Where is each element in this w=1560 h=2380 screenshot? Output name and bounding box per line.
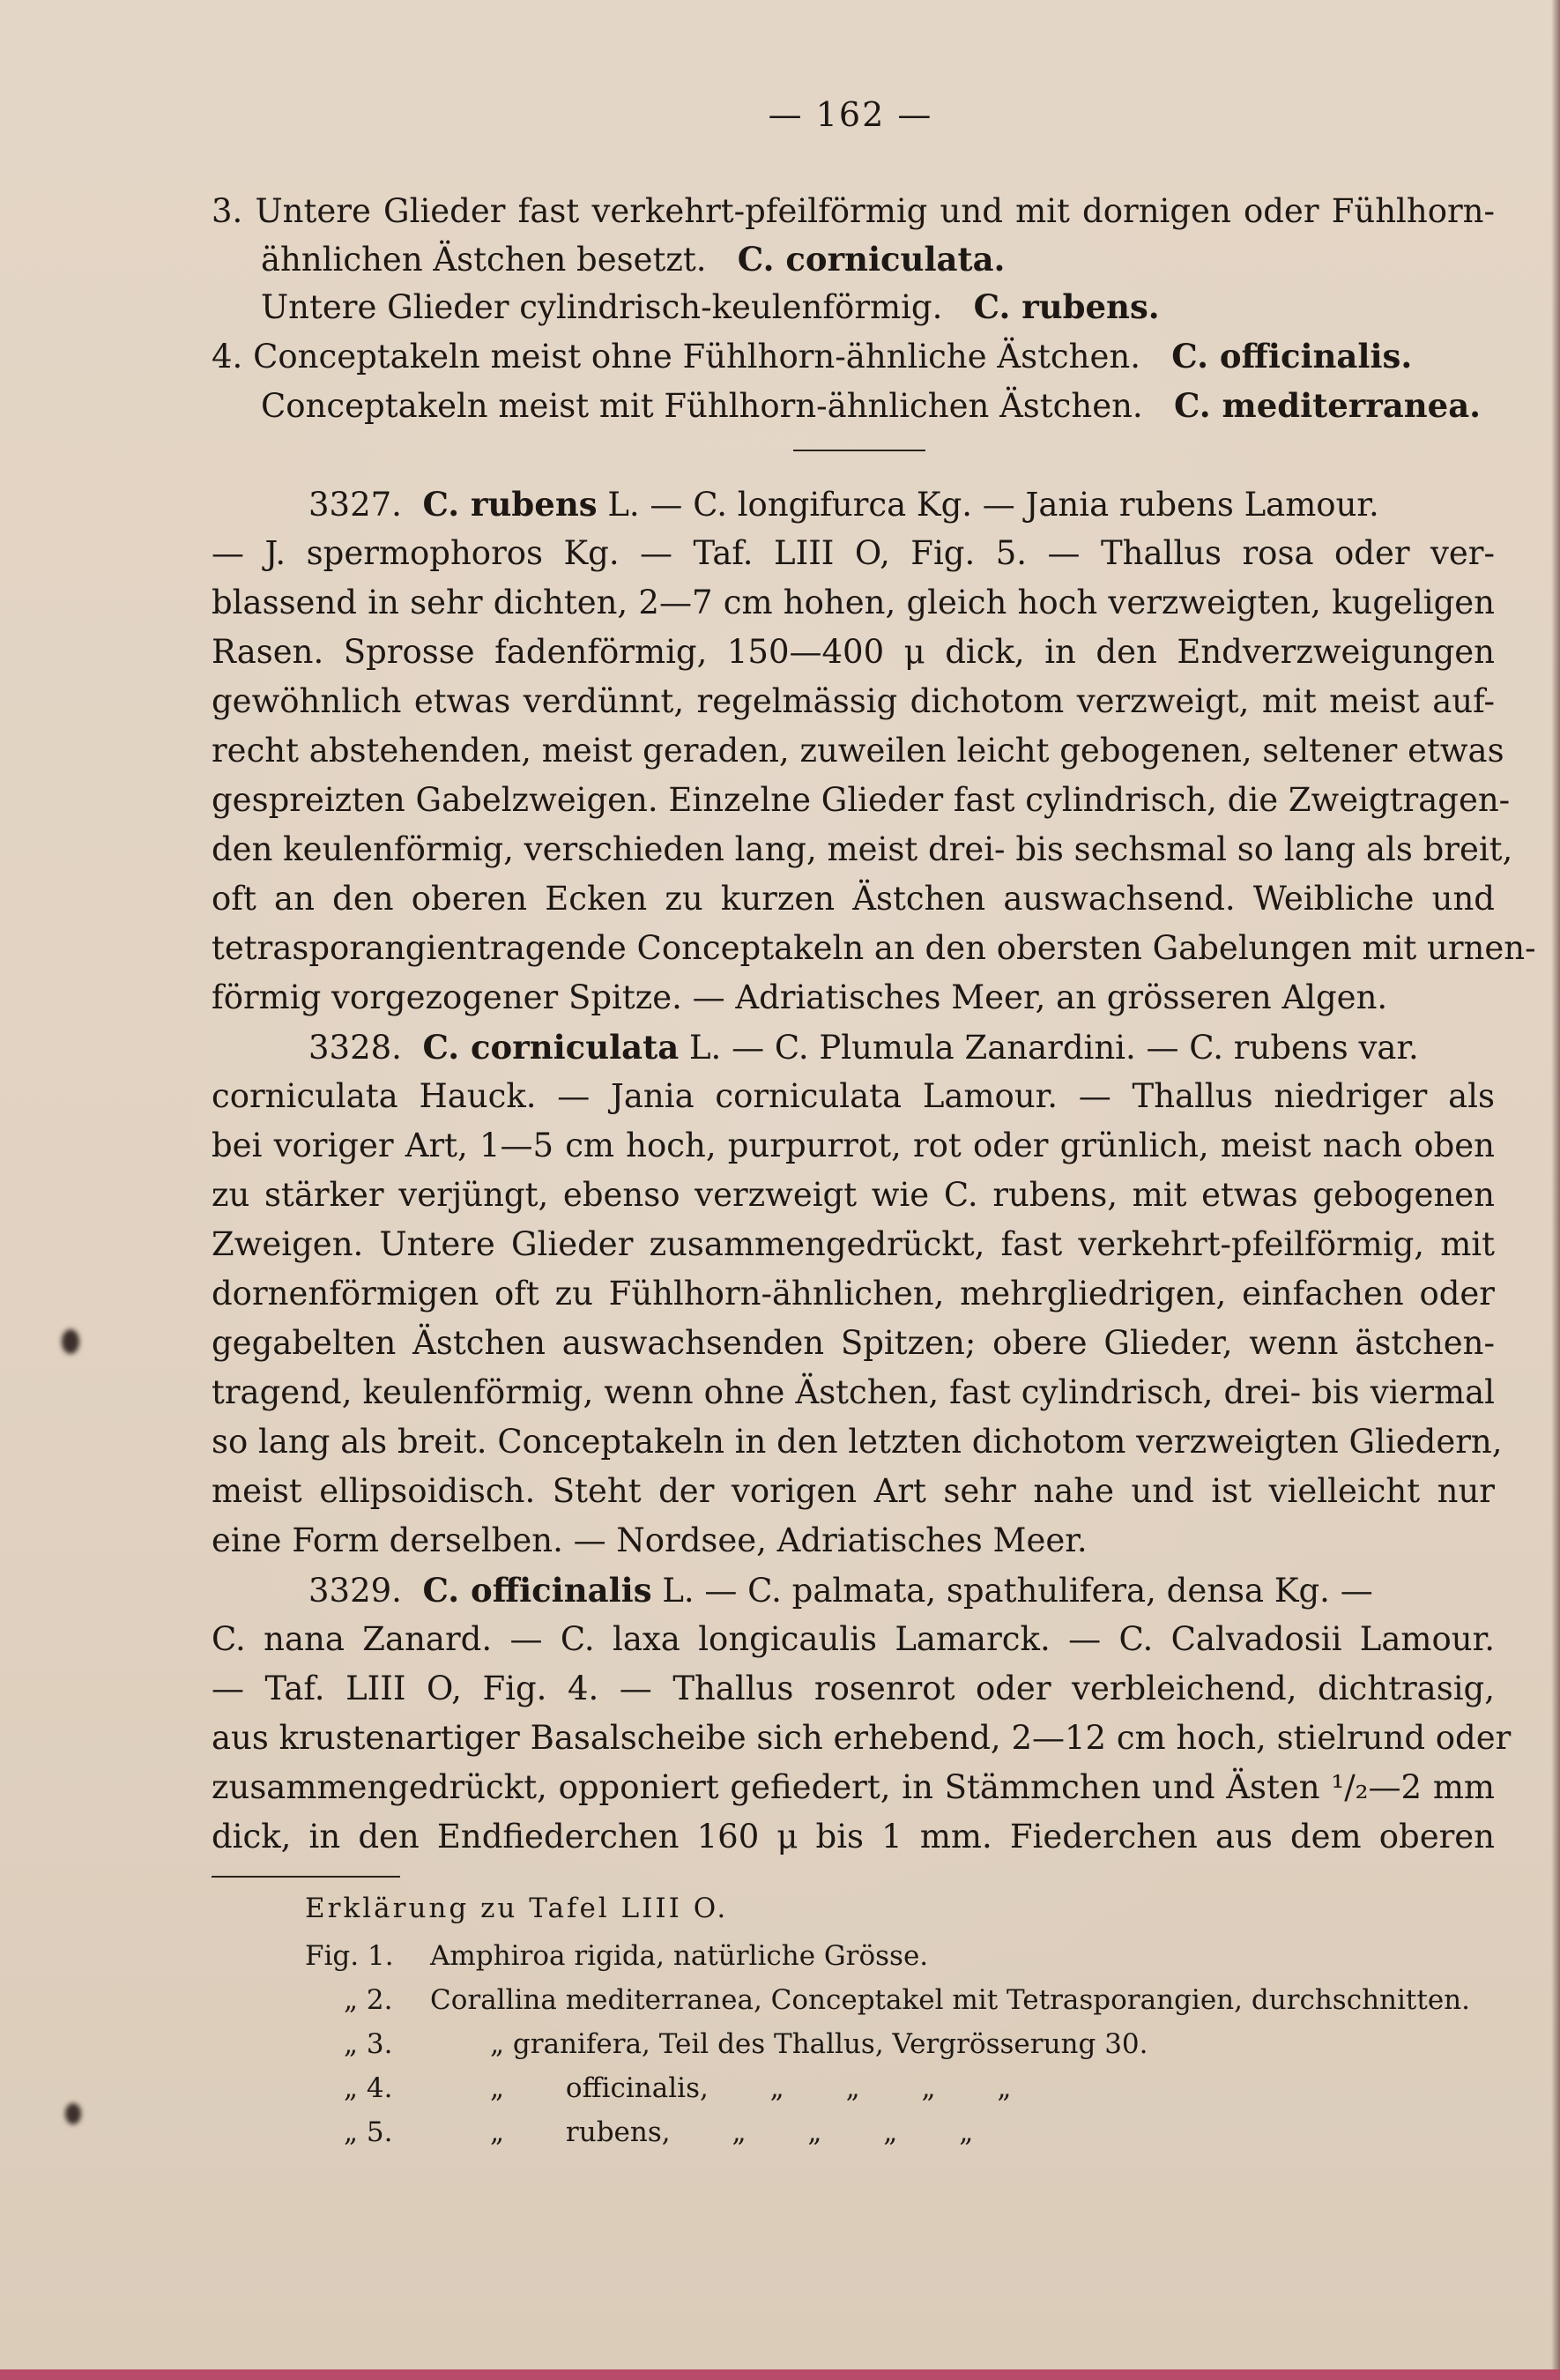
entry-3328-header — [308, 1028, 1419, 1067]
entry-line: recht abstehenden, meist geraden, zuweilen leicht gebogenen, seltener etwas — [212, 732, 1504, 770]
key-line — [261, 386, 1481, 426]
species-name: C. corniculata — [422, 1028, 680, 1067]
key-line: 3. Untere Glieder fast verkehrt-pfeilförmig und mit dornigen oder Fühlhorn- — [212, 192, 1495, 230]
entry-text: L. — C. Plumula Zanardini. — C. rubens var. — [688, 1029, 1419, 1067]
entry-line: gespreizten Gabelzweigen. Einzelne Glieder fast cylindrisch, die Zweigtragen- — [212, 781, 1511, 819]
entry-line: aus krustenartiger Basalscheibe sich erhebend, 2—12 cm hoch, stielrund oder — [212, 1719, 1512, 1757]
key-line-text: ähnlichen Ästchen besetzt. — [261, 241, 707, 279]
footnote-mark: „ 5. — [344, 2116, 393, 2148]
key-line — [212, 337, 1412, 376]
entry-line: so lang als breit. Conceptakeln in den letzten dichotom verzweigten Gliedern, — [212, 1423, 1503, 1461]
footnote-text: Corallina mediterranea, Conceptakel mit Tetrasporangien, durchschnitten. — [430, 1984, 1470, 2016]
entry-line: förmig vorgezogener Spitze. — Adriatisches Meer, an grösseren Algen. — [212, 978, 1388, 1016]
entry-line: zusammengedrückt, opponiert gefiedert, in Stämmchen und Ästen ¹/₂—2 mm — [212, 1768, 1495, 1806]
key-line — [261, 240, 1005, 279]
key-line-text: Untere Glieder cylindrisch-keulenförmig. — [261, 288, 943, 326]
species-name: C. officinalis — [422, 1571, 652, 1610]
entry-number: 3328. — [308, 1029, 402, 1067]
dust-spot — [65, 2103, 81, 2124]
entry-line: corniculata Hauck. — Jania corniculata Lamour. — Thallus niedriger als — [212, 1077, 1495, 1115]
species-name: C. rubens — [422, 485, 598, 524]
footnote-mark: „ 3. — [344, 2028, 393, 2060]
entry-3327-header — [308, 485, 1379, 524]
entry-line: blassend in sehr dichten, 2—7 cm hohen, gleich hoch verzweigten, kugeligen — [212, 584, 1495, 621]
key-taxon: C. corniculata. — [737, 240, 1006, 279]
section-divider — [793, 450, 925, 451]
entry-line: C. nana Zanard. — C. laxa longicaulis Lamarck. — C. Calvadosii Lamour. — [212, 1620, 1495, 1658]
key-taxon: C. officinalis. — [1171, 337, 1413, 376]
entry-line: tragend, keulenförmig, wenn ohne Ästchen, fast cylindrisch, drei- bis viermal — [212, 1373, 1495, 1411]
dust-spot — [62, 1329, 79, 1354]
entry-text: L. — C. palmata, spathulifera, densa Kg. — — [662, 1572, 1373, 1610]
entry-line: bei voriger Art, 1—5 cm hoch, purpurrot, rot oder grünlich, meist nach oben — [212, 1127, 1495, 1164]
entry-3329-header — [308, 1571, 1373, 1610]
entry-line: dornenförmigen oft zu Fühlhorn-ähnlichen, mehrgliedrigen, einfachen oder — [212, 1275, 1495, 1313]
entry-line: — J. spermophoros Kg. — Taf. LIII O, Fig. 5. — Thallus rosa oder ver- — [212, 534, 1495, 572]
entry-line: den keulenförmig, verschieden lang, meist drei- bis sechsmal so lang als breit, — [212, 830, 1513, 868]
key-line-text: 4. Conceptakeln meist ohne Fühlhorn-ähnliche Ästchen. — [212, 338, 1140, 376]
page-bottom-edge — [0, 2369, 1560, 2380]
footnote-mark: „ 2. — [344, 1984, 393, 2016]
entry-line: Rasen. Sprosse fadenförmig, 150—400 μ dick, in den Endverzweigungen — [212, 633, 1495, 671]
footnote-title: Erklärung zu Tafel LIII O. — [305, 1893, 729, 1924]
entry-line: — Taf. LIII O, Fig. 4. — Thallus rosenrot oder verbleichend, dichtrasig, — [212, 1670, 1495, 1707]
entry-line: eine Form derselben. — Nordsee, Adriatisches Meer. — [212, 1521, 1088, 1559]
page-edge-shadow — [1551, 0, 1560, 2380]
footnote-text: Amphiroa rigida, natürliche Grösse. — [430, 1940, 929, 1972]
page-number: — 162 — — [768, 95, 933, 134]
entry-line: zu stärker verjüngt, ebenso verzweigt wie C. rubens, mit etwas gebogenen — [212, 1176, 1495, 1214]
key-line — [261, 287, 1160, 327]
entry-line: oft an den oberen Ecken zu kurzen Ästchen auswachsend. Weibliche und — [212, 880, 1495, 918]
entry-number: 3327. — [308, 486, 402, 524]
entry-line: Zweigen. Untere Glieder zusammengedrückt, fast verkehrt-pfeilförmig, mit — [212, 1225, 1495, 1263]
footnote-text: „ officinalis, „ „ „ „ — [490, 2072, 1012, 2104]
entry-text: L. — C. longifurca Kg. — Jania rubens Lamour. — [607, 486, 1379, 524]
footnote-text: „ granifera, Teil des Thallus, Vergrösserung 30. — [490, 2028, 1148, 2060]
entry-line: gewöhnlich etwas verdünnt, regelmässig dichotom verzweigt, mit meist auf- — [212, 682, 1495, 720]
footnote-text: „ rubens, „ „ „ „ — [490, 2116, 974, 2148]
footnote-divider — [212, 1876, 400, 1878]
entry-line: tetrasporangientragende Conceptakeln an den obersten Gabelungen mit urnen- — [212, 929, 1536, 967]
footnote-mark: Fig. 1. — [305, 1940, 394, 1972]
footnote-mark: „ 4. — [344, 2072, 393, 2104]
entry-number: 3329. — [308, 1572, 402, 1610]
key-taxon: C. rubens. — [973, 287, 1160, 326]
key-taxon: C. mediterranea. — [1174, 386, 1482, 425]
entry-line: dick, in den Endfiederchen 160 μ bis 1 mm. Fiederchen aus dem oberen — [212, 1818, 1495, 1856]
entry-line: gegabelten Ästchen auswachsenden Spitzen; obere Glieder, wenn ästchen- — [212, 1324, 1495, 1362]
entry-line: meist ellipsoidisch. Steht der vorigen Art sehr nahe und ist vielleicht nur — [212, 1472, 1495, 1510]
key-line-text: Conceptakeln meist mit Fühlhorn-ähnlichen Ästchen. — [261, 387, 1143, 425]
